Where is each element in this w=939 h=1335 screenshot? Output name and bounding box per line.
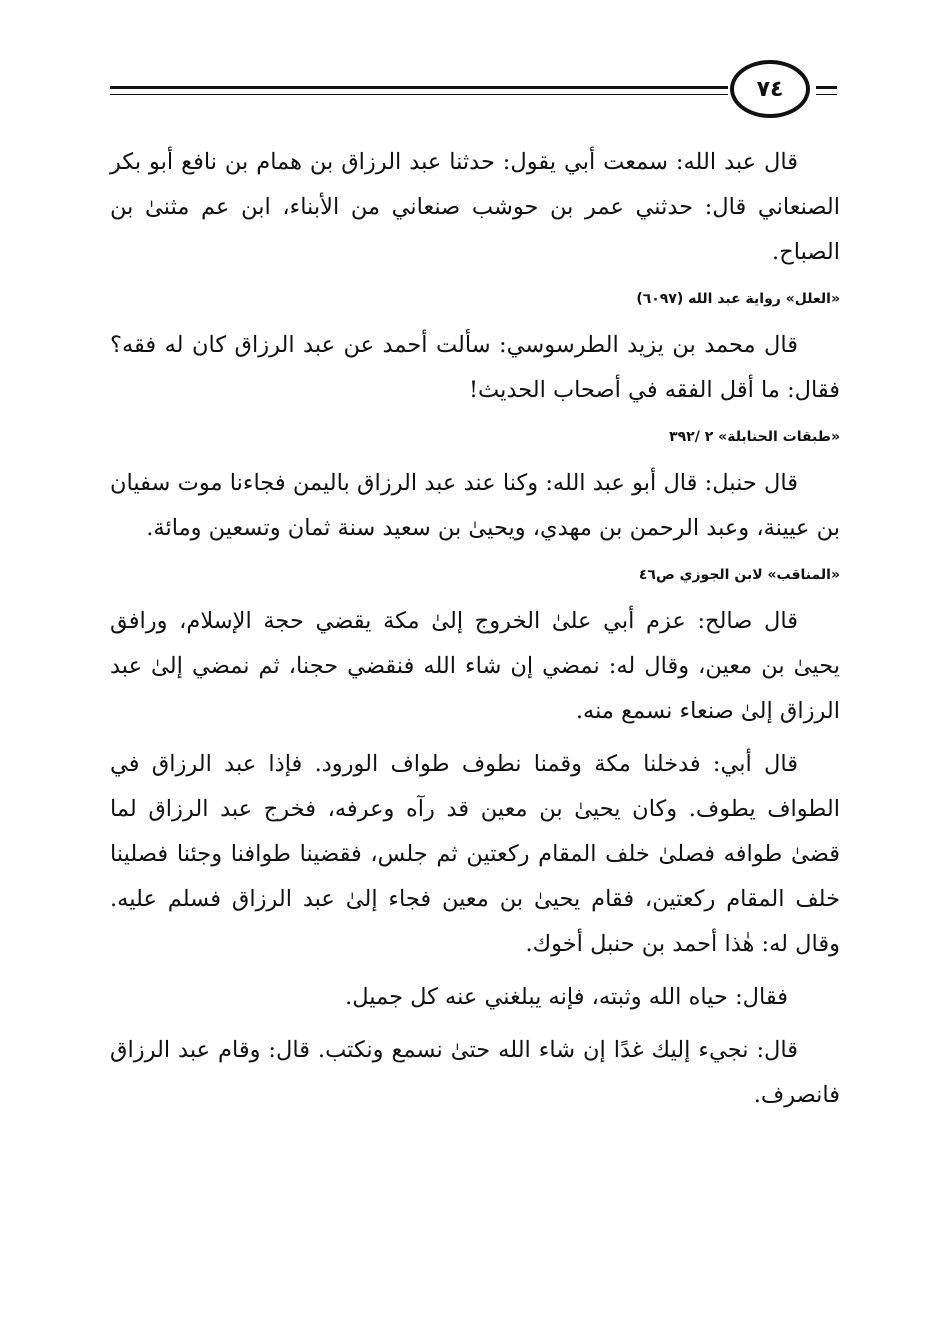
header-rule-thin (110, 94, 728, 95)
paragraph-2: قال محمد بن يزيد الطرسوسي: سألت أحمد عن عبد الرزاق كان له فقه؟ فقال: ما أقل الفقه في أصحاب الحديث! (110, 332, 840, 403)
source-citation-2: «طبقات الحنابلة» ٢ /٣٩٢ (669, 429, 840, 445)
page-header (110, 60, 837, 130)
paragraph-6: فقال: حياه الله وثبته، فإنه يبلغني عنه كل جميل. (345, 984, 788, 1010)
paragraph-3: قال حنبل: قال أبو عبد الله: وكنا عند عبد الرزاق باليمن فجاءنا موت سفيان بن عيينة، وعبد الرحمن بن مهدي، ويحيىٰ بن سعيد سنة ثمان وتسعين ومائة. (110, 470, 840, 541)
header-rule (110, 86, 728, 89)
spacer (110, 1020, 840, 1028)
spacer (110, 734, 840, 742)
spacer (110, 967, 840, 975)
page-number: ٧٤ (730, 60, 810, 118)
paragraph-1: قال عبد الله: سمعت أبي يقول: حدثنا عبد الرزاق بن همام بن نافع أبو بكر الصنعاني قال: حدثني عمر بن حوشب صنعاني من الأبناء، ابن عم مثنىٰ بن الصباح. (110, 149, 840, 265)
header-rule-right-thin (816, 94, 837, 95)
paragraph-4: قال صالح: عزم أبي علىٰ الخروج إلىٰ مكة يقضي حجة الإسلام، ورافق يحيىٰ بن معين، وقال له: نمضي إن شاء الله فنقضي حجنا، ثم نمضي إلىٰ عبد الرزاق إلىٰ صنعاء نسمع منه. (110, 608, 840, 724)
paragraph-5: قال أبي: فدخلنا مكة وقمنا نطوف طواف الورود. فإذا عبد الرزاق في الطواف يطوف. وكان يحيىٰ بن معين قد رآه وعرفه، فخرج عبد الرزاق لما قضىٰ طوافه فصلىٰ خلف المقام ركعتين ثم جلس، فقضينا طوافنا وجئنا فصلينا خلف المقام ركعتين، فقام يحيىٰ بن معين فجاء إلىٰ عبد الرزاق فسلم عليه. وقال له: هٰذا أحمد بن حنبل أخوك. (110, 751, 840, 957)
source-citation-1: «العلل» رواية عبد الله (٦٠٩٧) (636, 291, 840, 307)
page-body (110, 140, 840, 1118)
source-citation-3: «المناقب» لابن الجوزي ص٤٦ (638, 567, 840, 583)
header-rule-right (816, 86, 837, 89)
paragraph-7: قال: نجيء إليك غدًا إن شاء الله حتىٰ نسمع ونكتب. قال: وقام عبد الرزاق فانصرف. (110, 1037, 840, 1108)
